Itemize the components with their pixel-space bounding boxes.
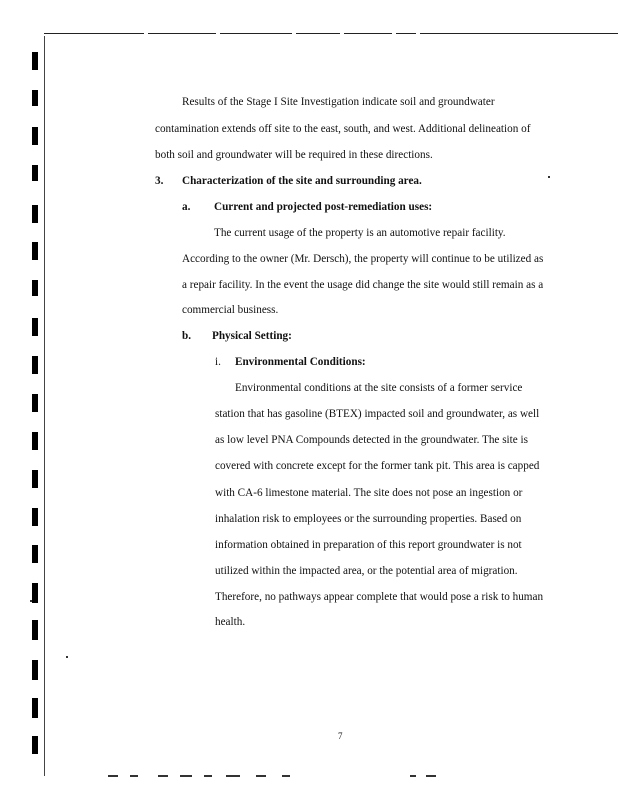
body-text-line: both soil and groundwater will be required in these directions. (155, 149, 433, 161)
body-text-line: health. (215, 616, 246, 628)
binding-mark (32, 165, 38, 181)
subsection-heading: Physical Setting: (212, 330, 292, 342)
binding-mark (32, 318, 38, 336)
binding-mark (32, 127, 38, 145)
body-text-line: inhalation risk to employees or the surrounding properties. Based on (215, 513, 522, 525)
binding-mark (32, 545, 38, 563)
body-text-line: According to the owner (Mr. Dersch), the property will continue to be utilized as (182, 253, 544, 265)
section-number: 3. (155, 175, 164, 187)
body-text-line: covered with concrete except for the former tank pit. This area is capped (215, 460, 540, 472)
scan-speck (66, 656, 68, 658)
subsubsection-heading: Environmental Conditions: (235, 356, 366, 368)
binding-mark (32, 508, 38, 526)
binding-mark (32, 432, 38, 450)
body-text-line: Environmental conditions at the site consists of a former service (235, 382, 523, 394)
section-heading: Characterization of the site and surrounding area. (182, 175, 422, 187)
binding-mark (32, 736, 38, 754)
scan-speck (30, 600, 32, 602)
binding-mark (32, 698, 38, 718)
binding-mark (32, 242, 38, 260)
body-text-line: as low level PNA Compounds detected in the groundwater. The site is (215, 434, 528, 446)
binding-mark (32, 356, 38, 374)
left-rule (44, 36, 45, 776)
binding-mark (32, 470, 38, 488)
subsection-letter: a. (182, 201, 191, 213)
subsection-letter: b. (182, 330, 192, 342)
body-text-line: Therefore, no pathways appear complete that would pose a risk to human (215, 591, 544, 603)
top-rule (44, 33, 618, 34)
binding-mark (32, 52, 38, 70)
subsection-heading: Current and projected post-remediation uses: (214, 201, 433, 213)
scan-speck (548, 176, 550, 178)
binding-mark (32, 90, 38, 106)
binding-mark (32, 660, 38, 680)
body-text-line: The current usage of the property is an automotive repair facility. (214, 227, 506, 239)
binding-mark (32, 205, 38, 223)
body-text-line: with CA-6 limestone material. The site does not pose an ingestion or (215, 487, 523, 499)
subsubsection-numeral: i. (215, 356, 221, 368)
body-text-line: commercial business. (182, 304, 279, 316)
page-number: 7 (338, 731, 343, 741)
binding-mark (32, 280, 38, 296)
binding-mark (32, 394, 38, 412)
body-text-line: a repair facility. In the event the usage did change the site would still remain as a (182, 279, 544, 291)
binding-mark (32, 583, 38, 603)
body-text-line: contamination extends off site to the east, south, and west. Additional delineation of (155, 123, 531, 135)
binding-mark (32, 620, 38, 640)
body-text-line: utilized within the impacted area, or the potential area of migration. (215, 565, 518, 577)
body-text-line: station that has gasoline (BTEX) impacted soil and groundwater, as well (215, 408, 540, 420)
body-text-line: information obtained in preparation of this report groundwater is not (215, 539, 522, 551)
body-text-line: Results of the Stage I Site Investigation indicate soil and groundwater (182, 96, 495, 108)
